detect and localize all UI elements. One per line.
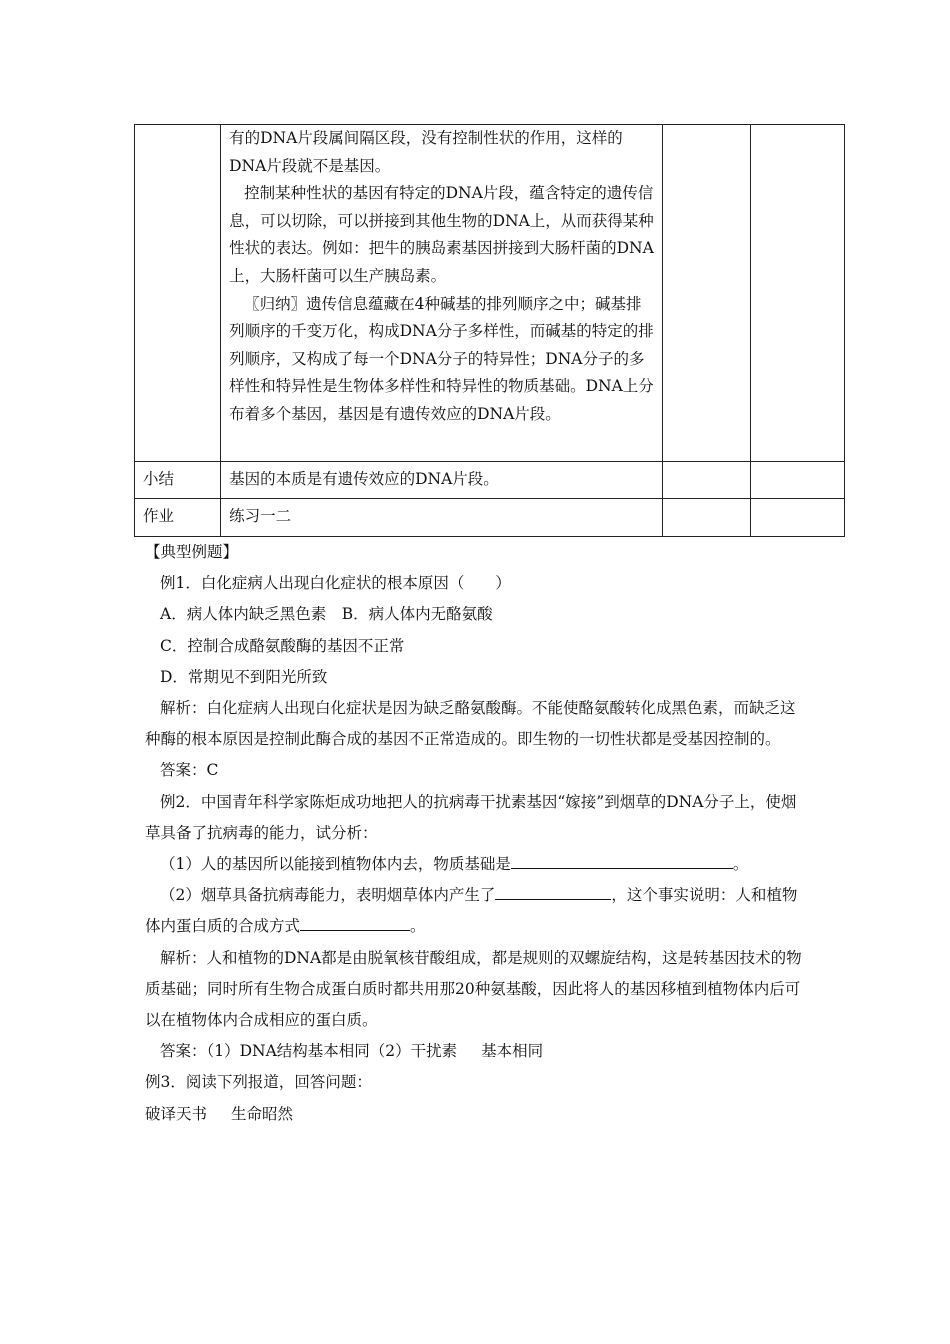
content-paragraph: 有的DNA片段属间隔区段，没有控制性状的作用，这样的DNA片段就不是基因。 [229,129,623,175]
example-3-question: 例3．阅读下列报道，回答问题： [145,1073,372,1092]
example-2-subquestion-2 [145,880,810,942]
example-1-option-d: D．常期见不到阳光所致 [160,667,328,686]
example-3-headline [145,1099,810,1130]
example-2-question: 例2．中国青年科学家陈炬成功地把人的抗病毒干扰素基因“嫁接”到烟草的DNA分子上，使烟草具备了抗病毒的能力，试分析： [145,792,797,842]
content-paragraph: 控制某种性状的基因有特定的DNA片段，蕴含特定的遗传信息，可以切除，可以拼接到其他生物的DNA上，从而获得某种性状的表达。例如：把牛的胰岛素基因拼接到大肠杆菌的DNA上，大肠杆菌可以生产胰岛素。 [229,184,654,285]
empty-cell [662,499,750,537]
lesson-table [134,124,845,537]
empty-cell [750,462,844,499]
answer-blank [511,850,733,869]
headline-part-a: 破译天书 [145,1104,208,1123]
row-label-empty [135,125,221,462]
empty-cell [662,462,750,499]
homework-label: 作业 [143,507,175,525]
empty-cell [750,499,844,537]
answer-blank [495,881,611,900]
homework-label-cell [135,499,221,537]
example-2-analysis: 解析：人和植物的DNA都是由脱氧核苷酸组成，都是规则的双螺旋结构，这是转基因技术的物质基础；同时所有生物合成蛋白质时都共用那20种氨基酸，因此将人的基因移植到植物体内后可以在植物体内合成相应的蛋白质。 [145,948,802,1030]
example-1-option-c: C．控制合成酪氨酸酶的基因不正常 [160,636,405,655]
example-2-subquestion-1 [145,849,810,880]
example-1-options-ab: A．病人体内缺乏黑色素 B．病人体内无酪氨酸 [160,605,493,624]
example-1-question: 例1．白化症病人出现白化症状的根本原因（ ） [160,574,511,593]
empty-cell [750,125,844,462]
q2-end: 。 [410,917,426,936]
headline-part-b: 生命昭然 [231,1104,294,1123]
homework-text: 练习一二 [229,507,292,525]
summary-label-cell [135,462,221,499]
answer-blank [300,912,410,931]
examples-section [145,537,810,1130]
homework-text-cell [221,499,663,537]
table-row-content [135,125,845,462]
content-cell [221,125,663,462]
empty-cell [662,125,750,462]
table-row-homework [135,499,845,537]
example-1-answer: 答案：C [160,761,219,780]
q2-text: （2）烟草具备抗病毒能力，表明烟草体内产生了 [160,886,496,905]
table-row-summary [135,462,845,499]
answer-part-b: 基本相同 [481,1042,544,1061]
summary-label: 小结 [143,470,175,488]
answer-part-a: 答案：（1）DNA结构基本相同（2）干扰素 [160,1042,458,1061]
section-title: 【典型例题】 [145,543,239,561]
example-1-analysis: 解析：白化症病人出现白化症状是因为缺乏酪氨酸酶。不能使酪氨酸转化成黑色素，而缺乏这种酶的根本原因是控制此酶合成的基因不正常造成的。即生物的一切性状都是受基因控制的。 [145,699,796,749]
q1-text: （1）人的基因所以能接到植物体内去，物质基础是 [160,855,511,874]
q2-text-mid: ，这个事实说明：人和植物体内蛋白质的合成方式 [145,886,798,936]
q1-end: 。 [732,855,749,874]
example-2-answer [145,1036,810,1067]
summary-text-cell [221,462,663,499]
content-paragraph: 〖归纳〗遗传信息蕴藏在4种碱基的排列顺序之中；碱基排列顺序的千变万化，构成DNA分子多样性，而碱基的特定的排列顺序，又构成了每一个DNA分子的特异性；DNA分子的多样性和特异性是生物体多样性和特异性的物质基础。DNA上分布着多个基因，基因是有遗传效应的DNA片段。 [229,294,654,423]
summary-text: 基因的本质是有遗传效应的DNA片段。 [229,470,499,488]
